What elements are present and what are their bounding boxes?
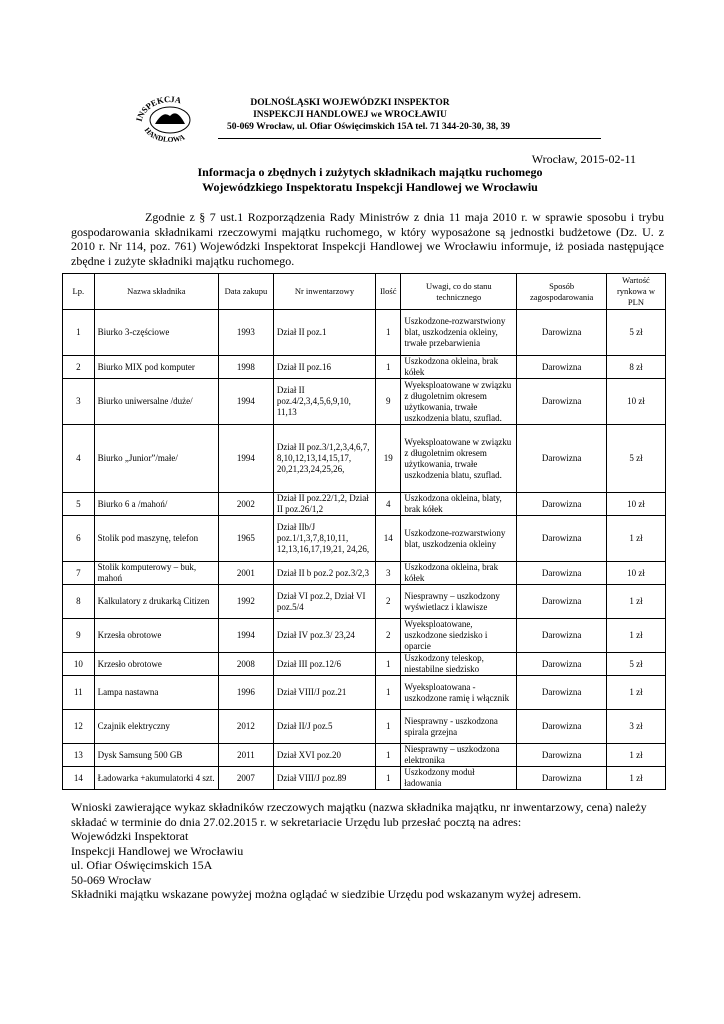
- table-row: [63, 710, 666, 744]
- cell-inv: Dział IIb/J poz.1/1,3,7,8,10,11, 12,13,16,17,19,21, 24,26,: [273, 516, 375, 562]
- cell-inv: Dział III poz.12/6: [273, 653, 375, 676]
- cell-name: Ładowarka +akumulatorki 4 szt.: [94, 767, 218, 790]
- assets-table: [62, 273, 666, 790]
- footer-line7: Składniki majątku wskazane powyżej można oglądać w siedzibie Urzędu pod wskazanym wyżej adresem.: [71, 887, 582, 901]
- col-name: Nazwa składnika: [94, 274, 218, 310]
- logo-text-top: INSPEKCJA: [133, 94, 183, 123]
- col-method: Sposób zagospodarowania: [517, 274, 607, 310]
- letterhead-line1: DOLNOŚLĄSKI WOJEWÓDZKI INSPEKTOR: [250, 98, 450, 108]
- cell-name: Biurko 6 a /mahoń/: [94, 493, 218, 516]
- cell-inv: Dział VIII/J poz.89: [273, 767, 375, 790]
- cell-date: 2007: [219, 767, 274, 790]
- cell-notes: Uszkodzone-rozwarstwiony blat, uszkodzenia okleiny, trwałe przebarwienia: [401, 310, 517, 356]
- cell-qty: 19: [376, 425, 401, 493]
- cell-qty: 9: [376, 379, 401, 425]
- title-line1: Informacja o zbędnych i zużytych składnikach majątku ruchomego: [197, 165, 543, 179]
- cell-qty: 2: [376, 585, 401, 619]
- cell-lp: 7: [63, 562, 95, 585]
- cell-name: Biurko MIX pod komputer: [94, 356, 218, 379]
- cell-lp: 14: [63, 767, 95, 790]
- cell-date: 2001: [219, 562, 274, 585]
- cell-qty: 1: [376, 653, 401, 676]
- cell-date: 2011: [219, 744, 274, 767]
- cell-name: Kalkulatory z drukarką Citizen: [94, 585, 218, 619]
- cell-value: 1 zł: [606, 585, 665, 619]
- inspekcja-handlowa-logo: [133, 94, 207, 142]
- cell-lp: 6: [63, 516, 95, 562]
- cell-inv: Dział IV poz.3/ 23,24: [273, 619, 375, 653]
- cell-notes: Niesprawny - uszkodzona spirala grzejna: [401, 710, 517, 744]
- table-row: [63, 379, 666, 425]
- cell-method: Darowizna: [517, 516, 607, 562]
- cell-qty: 1: [376, 710, 401, 744]
- footer-line5: ul. Ofiar Oświęcimskich 15A: [71, 858, 213, 872]
- cell-notes: Uszkodzony teleskop, niestabilne siedzisko: [401, 653, 517, 676]
- cell-inv: Dział II poz.4/2,3,4,5,6,9,10, 11,13: [273, 379, 375, 425]
- footer-line6: 50-069 Wrocław: [71, 872, 152, 887]
- cell-method: Darowizna: [517, 619, 607, 653]
- table-row: [63, 653, 666, 676]
- cell-lp: 10: [63, 653, 95, 676]
- cell-inv: Dział II b poz.2 poz.3/2,3: [273, 562, 375, 585]
- footer-line2: składać w terminie do dnia 27.02.2015 r. w sekretariacie Urzędu lub przesłać pocztą na adres:: [71, 814, 522, 829]
- col-value: Wartość rynkowa w PLN: [606, 274, 665, 310]
- cell-method: Darowizna: [517, 493, 607, 516]
- cell-name: Krzesło obrotowe: [94, 653, 218, 676]
- cell-qty: 1: [376, 356, 401, 379]
- cell-lp: 11: [63, 676, 95, 710]
- cell-value: 5 zł: [606, 310, 665, 356]
- cell-date: 1996: [219, 676, 274, 710]
- table-row: [63, 516, 666, 562]
- cell-date: 2008: [219, 653, 274, 676]
- footer-line1: Wnioski zawierające wykaz składników rzeczowych majątku (nazwa składnika majątku, nr inwentarzowy, cena) należy: [71, 800, 647, 814]
- cell-inv: Dział II poz.1: [273, 310, 375, 356]
- cell-qty: 1: [376, 767, 401, 790]
- cell-method: Darowizna: [517, 562, 607, 585]
- letterhead-line2: INSPEKCJI HANDLOWEJ we WROCŁAWIU: [253, 110, 447, 120]
- cell-notes: Uszkodzona okleina, brak kółek: [401, 562, 517, 585]
- cell-date: 1993: [219, 310, 274, 356]
- intro-text: Zgodnie z § 7 ust.1 Rozporządzenia Rady Ministrów z dnia 11 maja 2010 r. w sprawie sposobu i trybu gospodarowania składnikami rzeczowymi majątku ruchomego, w który wyposażone są jednostki budżetowe (Dz. U. z 2010 r. Nr 114, poz. 761) Wojewódzki Inspektorat Inspekcji Handlowej we Wrocławiu informuje, iż posiada następujące zbędne i zużyte składniki majątku ruchomego.: [71, 210, 664, 268]
- cell-value: 10 zł: [606, 562, 665, 585]
- cell-method: Darowizna: [517, 653, 607, 676]
- cell-method: Darowizna: [517, 379, 607, 425]
- col-date: Data zakupu: [219, 274, 274, 310]
- table-row: [63, 562, 666, 585]
- table-row: [63, 310, 666, 356]
- cell-notes: Niesprawny – uszkodzona elektronika: [401, 744, 517, 767]
- cell-value: 3 zł: [606, 710, 665, 744]
- cell-lp: 5: [63, 493, 95, 516]
- cell-name: Czajnik elektryczny: [94, 710, 218, 744]
- cell-inv: Dział II poz.22/1,2, Dział II poz.26/1,2: [273, 493, 375, 516]
- cell-date: 1994: [219, 619, 274, 653]
- col-notes: Uwagi, co do stanu technicznego: [401, 274, 517, 310]
- table-row: [63, 744, 666, 767]
- cell-method: Darowizna: [517, 676, 607, 710]
- document-date: Wrocław, 2015-02-11: [531, 152, 636, 166]
- cell-inv: Dział VI poz.2, Dział VI poz.5/4: [273, 585, 375, 619]
- cell-method: Darowizna: [517, 767, 607, 790]
- cell-lp: 8: [63, 585, 95, 619]
- cell-notes: Wyeksploatowane w związku z długoletnim okresem użytkowania, trwałe uszkodzenia blatu, szuflad.: [401, 425, 517, 493]
- cell-name: Biurko „Junior”/małe/: [94, 425, 218, 493]
- cell-qty: 4: [376, 493, 401, 516]
- cell-date: 1992: [219, 585, 274, 619]
- cell-date: 1994: [219, 425, 274, 493]
- cell-inv: Dział VIII/J poz.21: [273, 676, 375, 710]
- cell-qty: 1: [376, 676, 401, 710]
- cell-qty: 1: [376, 744, 401, 767]
- footer-line4: Inspekcji Handlowej we Wrocławiu: [71, 843, 244, 858]
- cell-method: Darowizna: [517, 744, 607, 767]
- cell-notes: Wyeksploatowana - uszkodzone ramię i włącznik: [401, 676, 517, 710]
- col-inv: Nr inwentarzowy: [273, 274, 375, 310]
- cell-name: Dysk Samsung 500 GB: [94, 744, 218, 767]
- title-line2: Wojewódzkiego Inspektoratu Inspekcji Handlowej we Wrocławiu: [202, 180, 538, 194]
- cell-name: Stolik komputerowy – buk, mahoń: [94, 562, 218, 585]
- letterhead: [200, 97, 510, 133]
- cell-value: 5 zł: [606, 653, 665, 676]
- cell-notes: Uszkodzona okleina, blaty, brak kółek: [401, 493, 517, 516]
- cell-notes: Wyeksploatowane, uszkodzone siedzisko i oparcie: [401, 619, 517, 653]
- cell-value: 5 zł: [606, 425, 665, 493]
- cell-lp: 3: [63, 379, 95, 425]
- table-row: [63, 493, 666, 516]
- intro-paragraph: [71, 210, 664, 268]
- cell-notes: Uszkodzona okleina, brak kółek: [401, 356, 517, 379]
- cell-date: 2002: [219, 493, 274, 516]
- letterhead-address: 50-069 Wrocław, ul. Ofiar Oświęcimskich 15A tel. 71 344-20-30, 38, 39: [227, 122, 510, 132]
- cell-value: 10 zł: [606, 379, 665, 425]
- cell-value: 8 zł: [606, 356, 665, 379]
- letterhead-divider: [218, 138, 601, 139]
- cell-inv: Dział XVI poz.20: [273, 744, 375, 767]
- cell-date: 1998: [219, 356, 274, 379]
- cell-qty: 3: [376, 562, 401, 585]
- cell-method: Darowizna: [517, 356, 607, 379]
- cell-name: Biurko uniwersalne /duże/: [94, 379, 218, 425]
- cell-lp: 12: [63, 710, 95, 744]
- cell-qty: 14: [376, 516, 401, 562]
- cell-name: Lampa nastawna: [94, 676, 218, 710]
- cell-inv: Dział II poz.3/1,2,3,4,6,7, 8,10,12,13,14,15,17, 20,21,23,24,25,26,: [273, 425, 375, 493]
- table-row: [63, 356, 666, 379]
- cell-lp: 1: [63, 310, 95, 356]
- table-row: [63, 767, 666, 790]
- table-row: [63, 676, 666, 710]
- cell-inv: Dział II/J poz.5: [273, 710, 375, 744]
- cell-value: 1 zł: [606, 767, 665, 790]
- cell-lp: 13: [63, 744, 95, 767]
- cell-method: Darowizna: [517, 310, 607, 356]
- cell-date: 1994: [219, 379, 274, 425]
- cell-notes: Uszkodzony moduł ładowania: [401, 767, 517, 790]
- table-row: [63, 585, 666, 619]
- col-lp: Lp.: [63, 274, 95, 310]
- cell-notes: Niesprawny – uszkodzony wyświetlacz i klawisze: [401, 585, 517, 619]
- cell-notes: Wyeksploatowane w związku z długoletnim okresem użytkowania, trwałe uszkodzenia blatu, szuflad.: [401, 379, 517, 425]
- cell-name: Krzesła obrotowe: [94, 619, 218, 653]
- table-row: [63, 425, 666, 493]
- cell-value: 1 zł: [606, 744, 665, 767]
- cell-value: 1 zł: [606, 676, 665, 710]
- cell-method: Darowizna: [517, 710, 607, 744]
- cell-method: Darowizna: [517, 585, 607, 619]
- cell-date: 2012: [219, 710, 274, 744]
- svg-text:HANDLOWA: [143, 126, 187, 142]
- cell-value: 10 zł: [606, 493, 665, 516]
- cell-lp: 4: [63, 425, 95, 493]
- cell-lp: 9: [63, 619, 95, 653]
- cell-inv: Dział II poz.16: [273, 356, 375, 379]
- table-header-row: [63, 274, 666, 310]
- cell-value: 1 zł: [606, 516, 665, 562]
- cell-method: Darowizna: [517, 425, 607, 493]
- document-title: [140, 165, 600, 195]
- footer-line3: Wojewódzki Inspektorat: [71, 829, 189, 843]
- footer-notice: [71, 800, 671, 902]
- cell-date: 1965: [219, 516, 274, 562]
- cell-name: Biurko 3-częściowe: [94, 310, 218, 356]
- table-row: [63, 619, 666, 653]
- cell-qty: 2: [376, 619, 401, 653]
- cell-notes: Uszkodzone-rozwarstwiony blat, uszkodzenia okleiny: [401, 516, 517, 562]
- col-qty: Ilość: [376, 274, 401, 310]
- cell-name: Stolik pod maszynę, telefon: [94, 516, 218, 562]
- cell-qty: 1: [376, 310, 401, 356]
- logo-text-bottom: HANDLOWA: [142, 125, 186, 142]
- cell-value: 1 zł: [606, 619, 665, 653]
- cell-lp: 2: [63, 356, 95, 379]
